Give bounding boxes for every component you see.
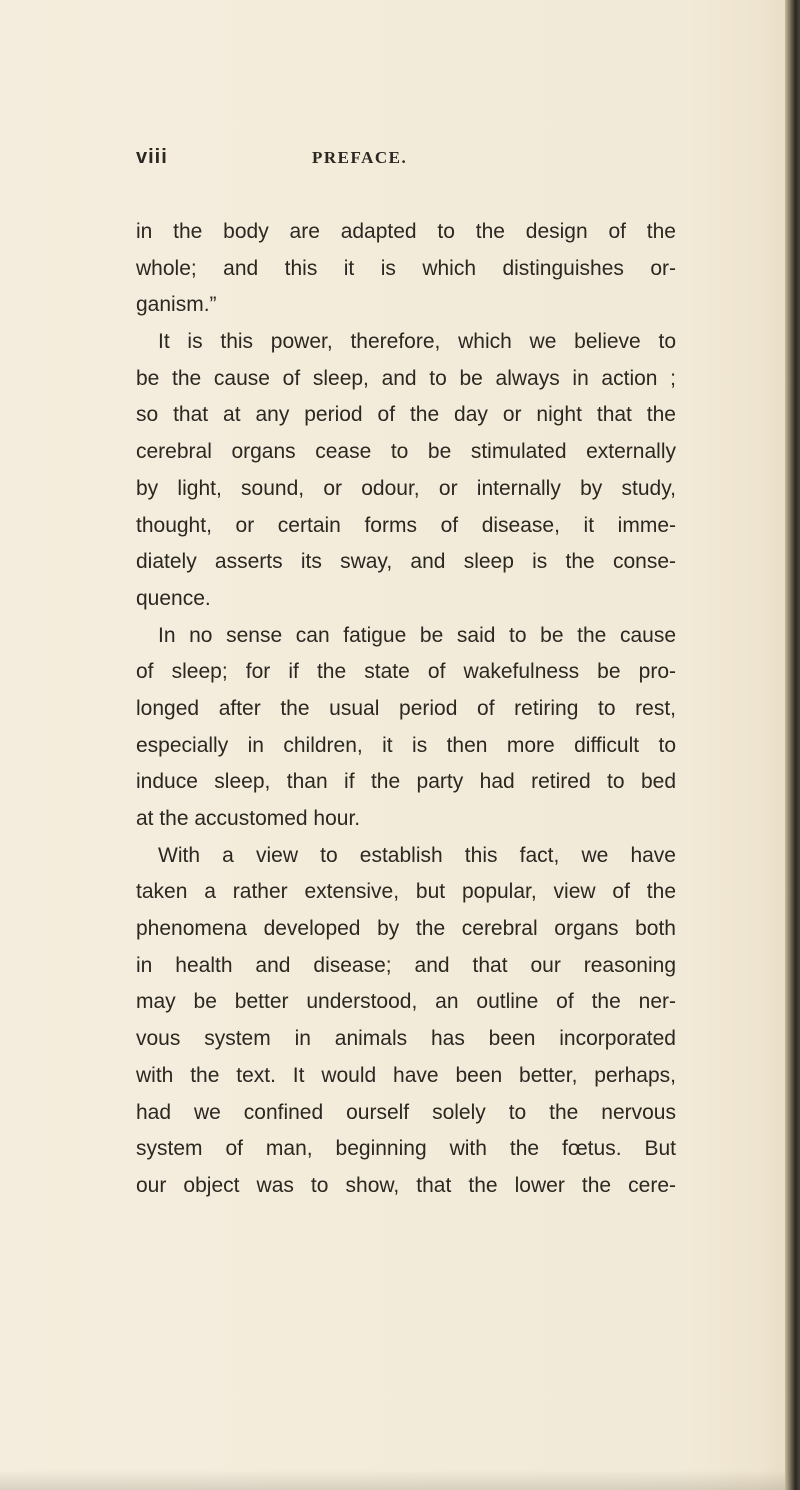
text-line: system of man, beginning with the fœtus. But bbox=[136, 1137, 676, 1161]
text-line: whole; and this it is which distinguishes or- bbox=[136, 256, 676, 280]
text-line: thought, or certain forms of disease, it imme- bbox=[136, 513, 676, 537]
text-line: with the text. It would have been better, perhaps, bbox=[136, 1063, 676, 1087]
text-line: had we confined ourself solely to the nervous bbox=[136, 1100, 676, 1124]
text-line: in health and disease; and that our reasoning bbox=[136, 953, 676, 977]
text-line: at the accustomed hour. bbox=[136, 807, 361, 830]
text-line: of sleep; for if the state of wakefulness be pro- bbox=[136, 660, 676, 684]
text-line: longed after the usual period of retiring to rest, bbox=[136, 696, 676, 720]
text-line: be the cause of sleep, and to be always in action ; bbox=[136, 366, 676, 390]
text-line: vous system in animals has been incorporated bbox=[136, 1027, 676, 1051]
text-line: It is this power, therefore, which we believe to bbox=[158, 330, 676, 354]
text-line: diately asserts its sway, and sleep is the conse- bbox=[136, 550, 676, 574]
text-line: taken a rather extensive, but popular, view of the bbox=[136, 880, 676, 904]
text-line: induce sleep, than if the party had retired to bed bbox=[136, 770, 676, 794]
running-head bbox=[136, 146, 696, 176]
body-text bbox=[136, 214, 676, 1205]
text-line: quence. bbox=[136, 586, 211, 610]
header-title: PREFACE. bbox=[312, 148, 408, 167]
text-line: our object was to show, that the lower the cere- bbox=[136, 1173, 676, 1197]
text-line: With a view to establish this fact, we have bbox=[158, 843, 676, 867]
text-line: by light, sound, or odour, or internally by study, bbox=[136, 476, 676, 500]
text-line: phenomena developed by the cerebral organs both bbox=[136, 917, 676, 941]
text-line: in the body are adapted to the design of the bbox=[136, 220, 676, 243]
text-line: may be better understood, an outline of the ner- bbox=[136, 990, 676, 1014]
page-bottom-shadow bbox=[0, 1470, 800, 1490]
text-line: ganism.” bbox=[136, 293, 217, 317]
text-line: In no sense can fatigue be said to be the cause bbox=[158, 623, 676, 647]
page-number: viii bbox=[136, 146, 168, 168]
text-line: cerebral organs cease to be stimulated externally bbox=[136, 440, 676, 464]
text-line: especially in children, it is then more difficult to bbox=[136, 733, 676, 757]
binding-edge bbox=[785, 0, 800, 1490]
text-line: so that at any period of the day or night that the bbox=[136, 403, 676, 427]
